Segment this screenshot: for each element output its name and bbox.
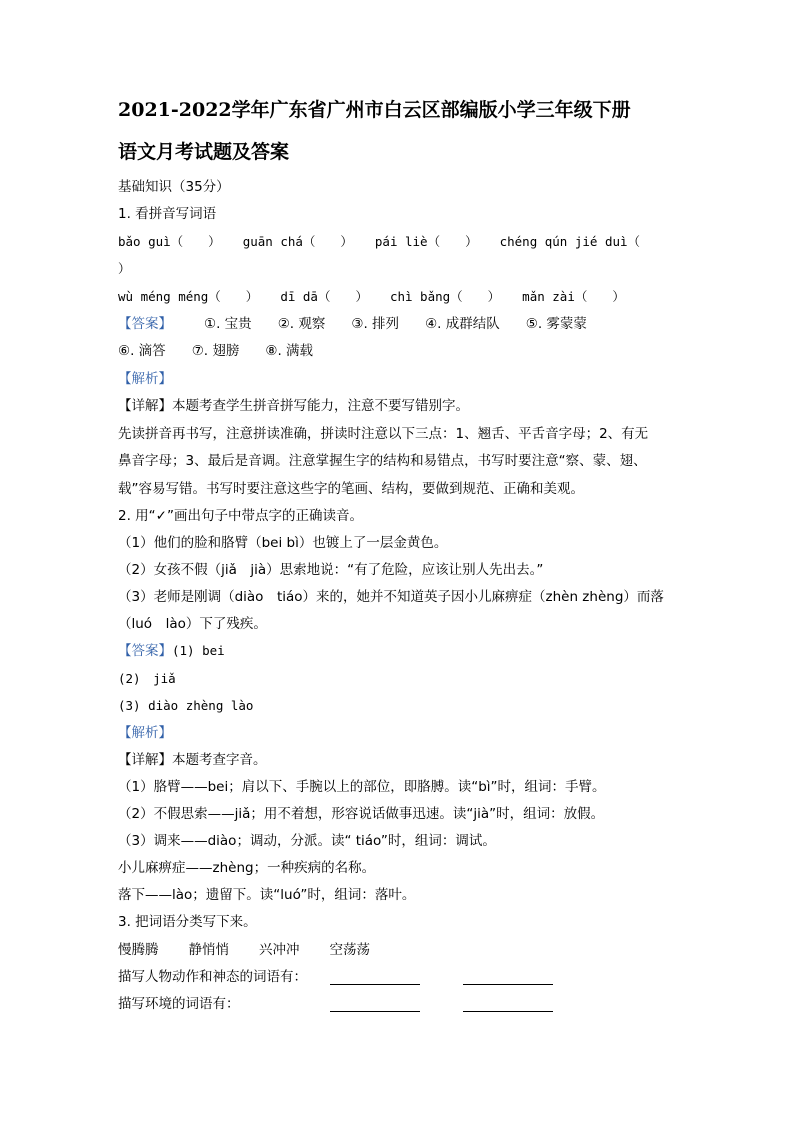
q2-answer-1 — [118, 645, 225, 659]
q1-answer-row2 — [118, 345, 313, 359]
q2-explain-4: 小儿麻痹症——zhèng；一种疾病的名称。 — [118, 860, 376, 876]
q3-word-list — [118, 944, 370, 958]
pinyin-item: bǎo guì（ ） — [118, 234, 221, 249]
q2-explain-3: （3）调来——diào；调动，分派。读“ tiáo”时，组词：调试。 — [118, 833, 496, 849]
pinyin-item: pái liè（ ） — [374, 234, 478, 249]
q1-detail: 【详解】本题考查学生拼音拼写能力，注意不要写错别字。 — [118, 398, 469, 414]
q2-detail: 【详解】本题考查字音。 — [118, 752, 267, 768]
pinyin-item: chéng qún jié duì（ — [499, 234, 641, 249]
q2-explain-5: 落下——lào；遗留下。读“luó”时，组词：落叶。 — [118, 887, 416, 903]
q1-explain-line3: 载”容易写错。书写时要注意这些字的笔画、结构，要做到规范、正确和美观。 — [118, 481, 584, 497]
q3-stem: 3. 把词语分类写下来。 — [118, 914, 257, 930]
answer-item: (1) bei — [172, 643, 225, 658]
answer-blank[interactable] — [330, 1011, 420, 1012]
answer-item: ⑤. 雾蒙蒙 — [525, 316, 587, 332]
q1-explain-line2: 鼻音字母；3、最后是音调。注意掌握生字的结构和易错点，书写时要注意“察、蒙、翅、 — [118, 453, 647, 469]
q3-category-2: 描写环境的词语有： — [118, 996, 240, 1012]
word-item: 空荡荡 — [329, 942, 370, 958]
q1-pinyin-row1 — [118, 236, 640, 249]
doc-title-line2: 语文月考试题及答案 — [118, 141, 290, 163]
pinyin-item: mǎn zài（ ） — [522, 289, 625, 304]
q2-explain-1: （1）胳臂——bei；肩以下、手腕以上的部位，即胳膊。读“bì”时，组词：手臂。 — [118, 779, 606, 795]
q1-answer-row1 — [118, 318, 587, 332]
answer-item: ⑦. 翅膀 — [191, 343, 240, 359]
answer-item: ②. 观察 — [277, 316, 326, 332]
pinyin-item: guān chá（ ） — [242, 234, 353, 249]
answer-tag: 【答案】 — [118, 316, 172, 332]
answer-item: ③. 排列 — [351, 316, 400, 332]
answer-item: ⑥. 滴答 — [118, 343, 166, 359]
q2-answer-2: (2) jiǎ — [118, 671, 176, 686]
q2-analysis-tag: 【解析】 — [118, 725, 172, 741]
pinyin-item: dī dā（ ） — [280, 289, 368, 304]
pinyin-item: chì bǎng（ ） — [389, 289, 501, 304]
q2-answer-3: (3) diào zhèng lào — [118, 698, 254, 713]
answer-item: ⑧. 满载 — [265, 343, 314, 359]
answer-item: ①. 宝贵 — [204, 316, 252, 332]
doc-title-line1: 2021-2022学年广东省广州市白云区部编版小学三年级下册 — [118, 99, 631, 121]
answer-blank[interactable] — [463, 984, 553, 985]
word-item: 慢腾腾 — [118, 942, 159, 958]
q2-sentence-3b: （luó lào）下了残疾。 — [118, 616, 267, 632]
q2-explain-2: （2）不假思索——jiǎ；用不着想，形容说话做事迅速。读“jià”时，组词：放假。 — [118, 806, 605, 822]
word-item: 兴冲冲 — [259, 942, 300, 958]
q1-pinyin-row2 — [118, 291, 625, 304]
answer-blank[interactable] — [463, 1011, 553, 1012]
answer-tag: 【答案】 — [118, 643, 172, 659]
word-item: 静悄悄 — [188, 942, 229, 958]
q2-sentence-1: （1）他们的脸和胳臂（bei bì）也镀上了一层金黄色。 — [118, 535, 448, 551]
q1-pinyin-wrap: ） — [118, 261, 131, 276]
pinyin-item: wù méng méng（ ） — [118, 289, 259, 304]
q1-explain-line1: 先读拼音再书写，注意拼读准确，拼读时注意以下三点：1、翘舌、平舌音字母；2、有无 — [118, 426, 649, 442]
answer-blank[interactable] — [330, 984, 420, 985]
answer-item: ④. 成群结队 — [425, 316, 500, 332]
q1-analysis-tag: 【解析】 — [118, 371, 172, 387]
q2-stem: 2. 用“✓”画出句子中带点字的正确读音。 — [118, 508, 363, 524]
section-heading: 基础知识（35分） — [118, 179, 230, 195]
q3-category-1: 描写人物动作和神态的词语有： — [118, 969, 307, 985]
q1-stem: 1. 看拼音写词语 — [118, 206, 217, 222]
q2-sentence-2: （2）女孩不假（jiǎ jià）思索地说：“有了危险，应该让别人先出去。” — [118, 562, 544, 578]
q2-sentence-3a: （3）老师是刚调（diào tiáo）来的，她并不知道英子因小儿麻痹症（zhèn zhèng）而落 — [118, 589, 664, 605]
